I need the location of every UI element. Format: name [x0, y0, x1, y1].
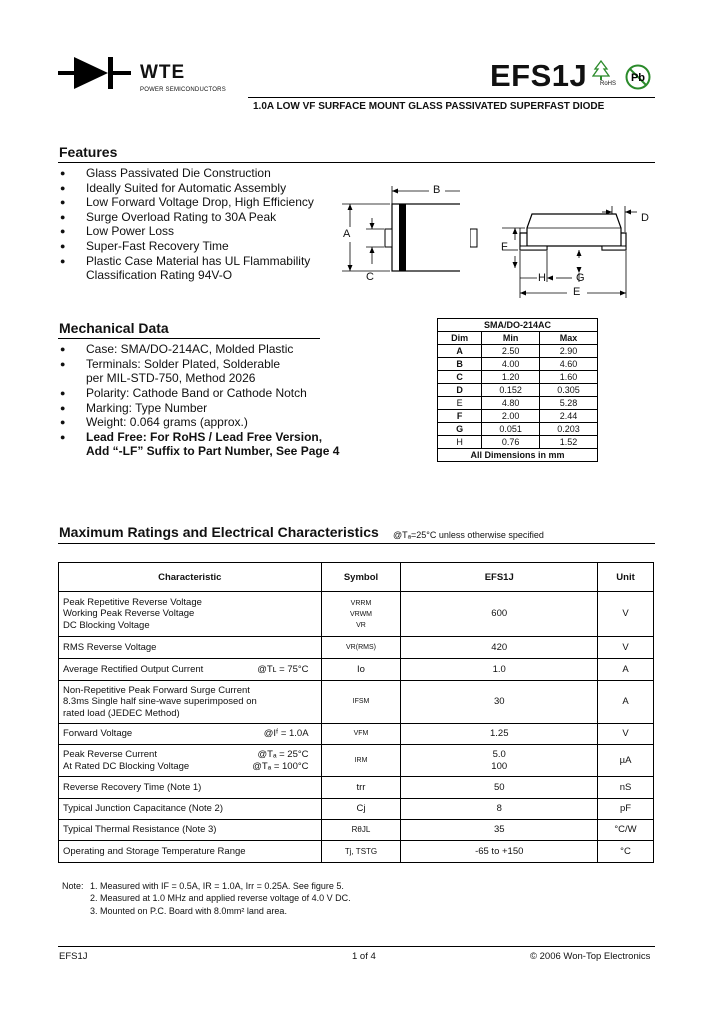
ratings-condition: @Tₐ=25°C unless otherwise specified — [393, 530, 544, 540]
dim-row — [438, 423, 598, 436]
ratings-row — [59, 745, 654, 777]
ratings-header-row — [59, 563, 654, 592]
char-text: Non-Repetitive Peak Forward Surge Current — [63, 684, 250, 696]
char-text: Typical Thermal Resistance (Note 3) — [59, 820, 322, 841]
feature-item: ● Low Forward Voltage Drop, High Efficiency — [60, 195, 314, 210]
brand-subtitle: POWER SEMICONDUCTORS — [140, 87, 226, 93]
dim-max: 1.60 — [540, 371, 598, 384]
ratings-row — [59, 637, 654, 659]
dim-cell: H — [438, 436, 482, 449]
unit-text: A — [598, 681, 654, 724]
char-text: DC Blocking Voltage — [63, 619, 150, 631]
ratings-rule — [58, 543, 655, 544]
value-text: 5.0 — [492, 749, 506, 760]
value-text: 100 — [491, 760, 508, 772]
dimensions-caption: SMA/DO-214AC — [438, 319, 598, 332]
mechanical-item: ● Terminals: Solder Plated, Solderable — [60, 357, 293, 372]
note-1: 1. Measured with IF = 0.5A, IR = 1.0A, Irr = 0.25A. See figure 5. — [90, 881, 344, 891]
dim-max: 4.60 — [540, 358, 598, 371]
footer-copyright: © 2006 Won-Top Electronics — [530, 951, 651, 962]
mechanical-item-continued: per MIL-STD-750, Method 2026 — [86, 371, 256, 385]
char-condition: @Tₐ = 100°C — [252, 760, 309, 772]
char-text: 8.3ms Single half sine-wave superimposed on — [63, 696, 257, 708]
part-number-title: EFS1J — [490, 58, 588, 93]
dim-row — [438, 384, 598, 397]
mechanical-rule — [58, 338, 320, 339]
unit-text: V — [598, 724, 654, 745]
lead-free-icon-text: Pb — [630, 72, 646, 84]
mechanical-list — [60, 342, 293, 371]
ratings-row — [59, 724, 654, 745]
ratings-heading: Maximum Ratings and Electrical Characteristics — [59, 524, 379, 540]
ratings-row — [59, 659, 654, 681]
symbol-text: Cj — [321, 799, 401, 820]
dim-row — [438, 410, 598, 423]
value-text: 8 — [401, 799, 598, 820]
value-text: 35 — [401, 820, 598, 841]
char-text: RMS Reverse Voltage — [59, 637, 322, 659]
dim-row — [438, 358, 598, 371]
dim-header-max: Max — [540, 332, 598, 345]
lead-free-icon — [625, 64, 651, 90]
dim-cell: G — [438, 423, 482, 436]
package-side-view-drawing — [492, 200, 652, 305]
symbol-text: VRRM — [350, 599, 372, 607]
char-condition: @Tₐ = 25°C — [257, 749, 309, 760]
dim-header-min: Min — [482, 332, 540, 345]
dim-label-h: H — [538, 272, 546, 284]
dim-row — [438, 345, 598, 358]
dim-min: 0.152 — [482, 384, 540, 397]
char-text: At Rated DC Blocking Voltage — [63, 760, 190, 772]
dim-cell: D — [438, 384, 482, 397]
char-text: Operating and Storage Temperature Range — [59, 841, 322, 863]
footer-rule — [58, 946, 655, 947]
package-right-lead — [470, 228, 490, 256]
symbol-text: VRWM — [349, 610, 373, 618]
mechanical-item: ● Case: SMA/DO-214AC, Molded Plastic — [60, 342, 293, 357]
note-3: 3. Mounted on P.C. Board with 8.0mm² land area. — [90, 905, 287, 916]
feature-item: ● Ideally Suited for Automatic Assembly — [60, 181, 314, 196]
mechanical-item: ● Marking: Type Number — [60, 401, 322, 416]
dim-cell: C — [438, 371, 482, 384]
unit-text: °C — [598, 841, 654, 863]
notes-label: Note: — [62, 881, 84, 891]
char-text: Forward Voltage — [63, 728, 133, 740]
mechanical-item-continued: Add “-LF” Suffix to Part Number, See Page 4 — [86, 444, 340, 458]
symbol-text: VFM — [321, 724, 401, 745]
char-text: Working Peak Reverse Voltage — [63, 608, 195, 620]
mechanical-item-lead-free: ● Lead Free: For RoHS / Lead Free Version, — [60, 430, 322, 445]
mechanical-item: ● Polarity: Cathode Band or Cathode Notch — [60, 386, 322, 401]
header-unit: Unit — [598, 563, 654, 592]
unit-text: µA — [598, 745, 654, 777]
value-text: 1.25 — [401, 724, 598, 745]
rohs-label: RoHS — [600, 81, 617, 87]
unit-text: pF — [598, 799, 654, 820]
feature-item: ● Low Power Loss — [60, 224, 314, 239]
dim-max: 0.203 — [540, 423, 598, 436]
dim-min: 2.50 — [482, 345, 540, 358]
dim-min: 4.80 — [482, 397, 540, 410]
footer-page: 1 of 4 — [352, 951, 376, 962]
feature-item: ● Surge Overload Rating to 30A Peak — [60, 210, 314, 225]
dim-label-a: A — [343, 228, 351, 240]
dim-label-d: D — [641, 212, 649, 224]
symbol-text: Tj, TSTG — [321, 841, 401, 863]
symbol-text: VR(RMS) — [321, 637, 401, 659]
wte-diode-logo — [58, 55, 138, 91]
char-text: rated load (JEDEC Method) — [63, 707, 180, 719]
dim-min: 1.20 — [482, 371, 540, 384]
dim-label-b: B — [433, 184, 441, 196]
dimensions-footer: All Dimensions in mm — [438, 449, 598, 462]
char-text: Peak Reverse Current — [63, 749, 157, 760]
dim-max: 2.44 — [540, 410, 598, 423]
feature-item: ● Glass Passivated Die Construction — [60, 166, 314, 181]
notes-block — [62, 880, 351, 917]
product-subtitle: 1.0A LOW VF SURFACE MOUNT GLASS PASSIVATED SUPERFAST DIODE — [253, 101, 605, 112]
dim-row — [438, 436, 598, 449]
value-text: 420 — [401, 637, 598, 659]
dim-min: 2.00 — [482, 410, 540, 423]
dim-min: 0.051 — [482, 423, 540, 436]
header-value: EFS1J — [401, 563, 598, 592]
unit-text: V — [598, 637, 654, 659]
features-rule — [58, 162, 655, 163]
feature-item: ● Super-Fast Recovery Time — [60, 239, 314, 254]
dim-cell: B — [438, 358, 482, 371]
symbol-text: RθJL — [321, 820, 401, 841]
ratings-row — [59, 841, 654, 863]
dim-max: 2.90 — [540, 345, 598, 358]
header-symbol: Symbol — [321, 563, 401, 592]
char-text: Reverse Recovery Time (Note 1) — [59, 777, 322, 799]
value-text: 1.0 — [401, 659, 598, 681]
char-condition: @Iᶠ = 1.0A — [263, 728, 309, 740]
char-text: Typical Junction Capacitance (Note 2) — [59, 799, 322, 820]
unit-text: nS — [598, 777, 654, 799]
symbol-text: IRM — [321, 745, 401, 777]
dim-max: 5.28 — [540, 397, 598, 410]
dim-label-g: G — [576, 272, 585, 284]
unit-text: °C/W — [598, 820, 654, 841]
feature-item-continued: Classification Rating 94V-O — [86, 268, 233, 282]
dim-label-c: C — [366, 271, 374, 283]
symbol-text: IFSM — [321, 681, 401, 724]
symbol-text: trr — [321, 777, 401, 799]
symbol-text: VR — [356, 621, 366, 629]
header-characteristic: Characteristic — [59, 563, 322, 592]
features-list — [60, 166, 314, 268]
char-condition: @Tʟ = 75°C — [257, 663, 309, 675]
unit-text: A — [598, 659, 654, 681]
features-heading: Features — [59, 144, 118, 160]
char-text: Average Rectified Output Current — [63, 663, 204, 675]
dim-cell: A — [438, 345, 482, 358]
dim-min: 4.00 — [482, 358, 540, 371]
note-2: 2. Measured at 1.0 MHz and applied reverse voltage of 4.0 V DC. — [90, 893, 351, 904]
dim-row — [438, 397, 598, 410]
ratings-row — [59, 681, 654, 724]
value-text: 50 — [401, 777, 598, 799]
unit-text: V — [598, 592, 654, 637]
dim-max: 0.305 — [540, 384, 598, 397]
value-text: 600 — [401, 592, 598, 637]
dim-max: 1.52 — [540, 436, 598, 449]
brand-name: WTE — [140, 62, 186, 83]
mechanical-list-2 — [60, 386, 322, 444]
feature-item: ● Plastic Case Material has UL Flammability — [60, 254, 314, 269]
dim-row — [438, 371, 598, 384]
dim-header-dim: Dim — [438, 332, 482, 345]
ratings-table — [58, 562, 654, 863]
ratings-row — [59, 799, 654, 820]
ratings-row — [59, 820, 654, 841]
dim-min: 0.76 — [482, 436, 540, 449]
ratings-row — [59, 777, 654, 799]
mechanical-item: ● Weight: 0.064 grams (approx.) — [60, 415, 322, 430]
footer-part: EFS1J — [59, 951, 88, 962]
dim-label-f: F — [501, 241, 508, 253]
dim-cell: F — [438, 410, 482, 423]
value-text: 30 — [401, 681, 598, 724]
symbol-text: Io — [321, 659, 401, 681]
char-text: Peak Repetitive Reverse Voltage — [63, 596, 202, 608]
header-rule — [248, 97, 655, 98]
dim-cell: E — [438, 397, 482, 410]
rohs-tree-icon — [592, 60, 610, 82]
dimensions-table — [437, 318, 598, 462]
dim-label-e: E — [573, 286, 581, 298]
mechanical-heading: Mechanical Data — [59, 320, 169, 336]
value-text: -65 to +150 — [401, 841, 598, 863]
ratings-row — [59, 592, 654, 637]
